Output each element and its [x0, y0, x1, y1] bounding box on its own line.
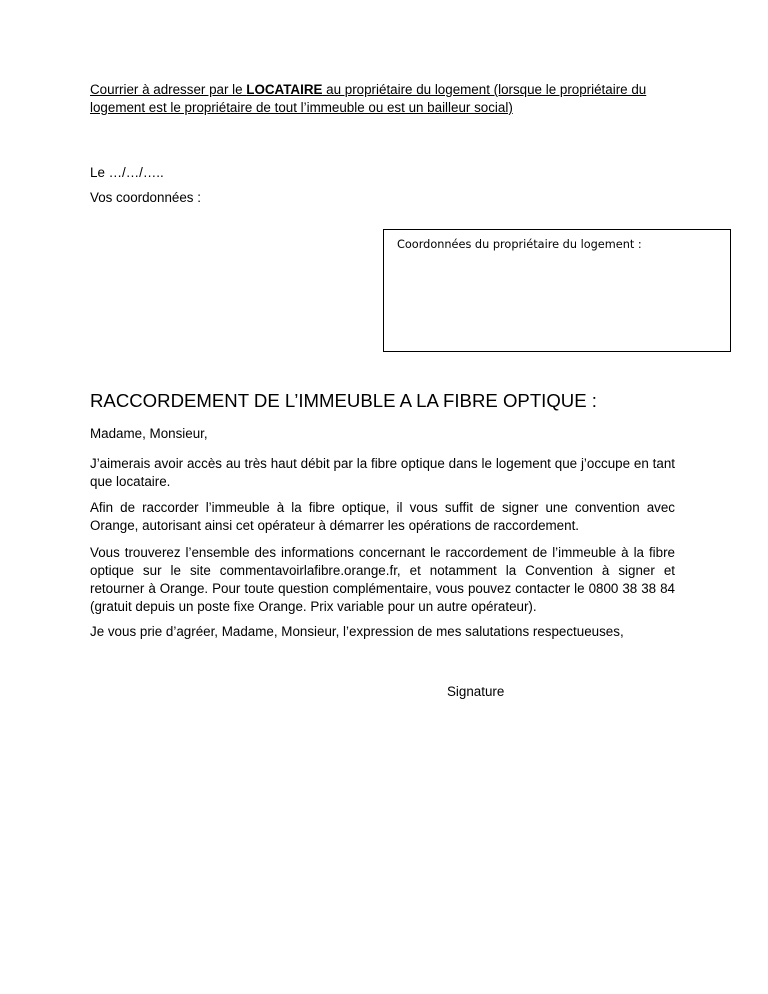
intro-bold-locataire: LOCATAIRE: [246, 82, 323, 97]
intro-text-part1: Courrier à adresser par le: [90, 82, 247, 97]
date-line: Le …/…/…..: [90, 165, 164, 180]
letter-heading: RACCORDEMENT DE L’IMMEUBLE A LA FIBRE OPTIQUE :: [90, 390, 597, 411]
signature-label: Signature: [447, 684, 505, 699]
owner-coordinates-box: [383, 229, 731, 352]
paragraph-closing: Je vous prie d’agréer, Madame, Monsieur, l’expression de mes salutations respectueuses,: [90, 624, 624, 639]
paragraph-convention: Afin de raccorder l’immeuble à la fibre optique, il vous suffit de signer une convention avec Orange, autorisant ainsi cet opérateur à démarrer les opérations de raccordement.: [90, 500, 675, 533]
paragraph-request: J’aimerais avoir accès au très haut débit par la fibre optique dans le logement que j’occupe en tant que locataire.: [90, 456, 675, 489]
owner-coordinates-label: Coordonnées du propriétaire du logement :: [397, 238, 642, 251]
greeting: Madame, Monsieur,: [90, 426, 208, 441]
sender-coordinates-label: Vos coordonnées :: [90, 190, 201, 205]
paragraph-information: Vous trouverez l’ensemble des informations concernant le raccordement de l’immeuble à la fibre optique sur le site commentavoirlafibre.orange.fr, et notamment la Convention à signer et retourner à Orange. Pour toute question complémentaire, vous pouvez contacter le 0800 38 38 84 (gratuit depuis un poste fixe Orange. Prix variable pour un autre opérateur).: [90, 545, 675, 614]
intro-text-part2: au propriétaire du logement (lorsque le propriétaire du logement est le propriétaire de tout l’immeuble ou est un bailleur social): [90, 82, 647, 115]
intro-instruction: [90, 81, 680, 117]
